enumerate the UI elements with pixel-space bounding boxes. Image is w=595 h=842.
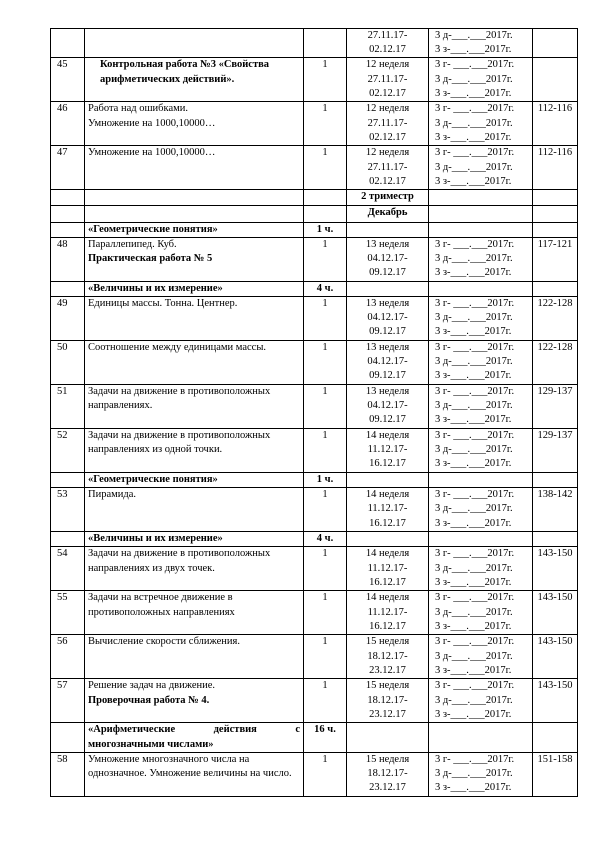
textbook-pages-cell: 122-128 <box>533 341 578 385</box>
lesson-topic <box>85 591 304 635</box>
textbook-pages-cell: 112-116 <box>533 102 578 146</box>
topic-text: Задачи на движение в противоположных направлениях из двух точек. <box>88 548 271 574</box>
lesson-topic <box>85 146 304 190</box>
lesson-number: 53 <box>51 488 85 532</box>
lesson-topic <box>85 385 304 429</box>
lesson-topic <box>85 488 304 532</box>
week-dates-cell: 13 неделя 04.12.17- 09.12.17 <box>347 237 429 281</box>
textbook-pages-cell: 151-158 <box>533 752 578 796</box>
class-dates-cell: 3 г- ___.___2017г. 3 д-___.___2017г. 3 з-___.___2017г. <box>429 752 533 796</box>
class-dates-cell <box>429 532 533 547</box>
table-body <box>51 29 578 797</box>
hours-cell: 16 ч. <box>304 723 347 752</box>
class-dates-cell: 3 г- ___.___2017г. 3 д-___.___2017г. 3 з-___.___2017г. <box>429 591 533 635</box>
week-dates-cell: 13 неделя 04.12.17- 09.12.17 <box>347 341 429 385</box>
week-dates-cell <box>347 473 429 488</box>
week-dates-cell: 15 неделя 18.12.17- 23.12.17 <box>347 679 429 723</box>
lesson-number: 49 <box>51 297 85 341</box>
table-row <box>51 752 578 796</box>
textbook-pages-cell <box>533 29 578 58</box>
textbook-pages-cell <box>533 281 578 296</box>
topic-text: Работа над ошибками. Умножение на 1000,10000… <box>88 103 216 129</box>
textbook-pages-cell: 143-150 <box>533 635 578 679</box>
week-dates-cell: 13 неделя 04.12.17- 09.12.17 <box>347 385 429 429</box>
textbook-pages-cell: 129-137 <box>533 385 578 429</box>
lesson-topic <box>85 679 304 723</box>
table-row <box>51 547 578 591</box>
hours-cell: 1 <box>304 341 347 385</box>
textbook-pages-cell: 143-150 <box>533 547 578 591</box>
lesson-number <box>51 205 85 222</box>
class-dates-cell: 3 г- ___.___2017г. 3 д-___.___2017г. 3 з-___.___2017г. <box>429 341 533 385</box>
class-dates-cell: 3 г- ___.___2017г. 3 д-___.___2017г. 3 з-___.___2017г. <box>429 679 533 723</box>
lesson-plan-table <box>50 28 578 797</box>
week-dates-cell: 14 неделя 11.12.17- 16.12.17 <box>347 488 429 532</box>
textbook-pages-cell <box>533 222 578 237</box>
lesson-number: 46 <box>51 102 85 146</box>
section-row <box>51 473 578 488</box>
table-row <box>51 237 578 281</box>
topic-text: Задачи на движение в противоположных направлениях из одной точки. <box>88 430 271 456</box>
hours-cell <box>304 205 347 222</box>
lesson-number: 48 <box>51 237 85 281</box>
class-dates-cell <box>429 205 533 222</box>
lesson-number <box>51 222 85 237</box>
topic-text: Пирамида. <box>88 489 137 501</box>
week-dates-cell: 12 неделя 27.11.17- 02.12.17 <box>347 102 429 146</box>
week-dates-cell <box>347 281 429 296</box>
table-row <box>51 591 578 635</box>
hours-cell <box>304 190 347 205</box>
lesson-number: 54 <box>51 547 85 591</box>
week-dates-cell: 14 неделя 11.12.17- 16.12.17 <box>347 547 429 591</box>
hours-cell: 1 <box>304 679 347 723</box>
week-dates-cell: 13 неделя 04.12.17- 09.12.17 <box>347 297 429 341</box>
class-dates-cell: 3 г- ___.___2017г. 3 д-___.___2017г. 3 з-___.___2017г. <box>429 635 533 679</box>
hours-cell: 1 <box>304 488 347 532</box>
textbook-pages-cell <box>533 58 578 102</box>
week-dates-cell: 15 неделя 18.12.17- 23.12.17 <box>347 635 429 679</box>
week-dates-cell: 27.11.17- 02.12.17 <box>347 29 429 58</box>
lesson-number: 45 <box>51 58 85 102</box>
lesson-topic <box>85 102 304 146</box>
topic-text: Задачи на встречное движение в противоположных направлениях <box>88 592 235 618</box>
class-dates-cell <box>429 190 533 205</box>
lesson-number: 58 <box>51 752 85 796</box>
lesson-number <box>51 473 85 488</box>
week-dates-cell: 14 неделя 11.12.17- 16.12.17 <box>347 591 429 635</box>
topic-text: Соотношение между единицами массы. <box>88 342 266 354</box>
lesson-topic: «Геометрические понятия» <box>85 473 304 488</box>
lesson-topic <box>85 341 304 385</box>
class-dates-cell: 3 г- ___.___2017г. 3 д-___.___2017г. 3 з-___.___2017г. <box>429 297 533 341</box>
class-dates-cell: 3 г- ___.___2017г. 3 д-___.___2017г. 3 з-___.___2017г. <box>429 488 533 532</box>
table-row <box>51 58 578 102</box>
topic-text: Задачи на движение в противоположных направлениях. <box>88 386 271 412</box>
week-dates-cell: 14 неделя 11.12.17- 16.12.17 <box>347 429 429 473</box>
hours-cell: 1 <box>304 237 347 281</box>
hours-cell: 1 <box>304 591 347 635</box>
class-dates-cell <box>429 281 533 296</box>
header-row <box>51 190 578 205</box>
lesson-topic: «Геометрические понятия» <box>85 222 304 237</box>
week-dates-cell <box>347 222 429 237</box>
lesson-number <box>51 281 85 296</box>
week-dates-cell <box>347 532 429 547</box>
class-dates-cell: 3 г- ___.___2017г. 3 д-___.___2017г. 3 з-___.___2017г. <box>429 58 533 102</box>
lesson-number <box>51 190 85 205</box>
class-dates-cell: 3 г- ___.___2017г. 3 д-___.___2017г. 3 з-___.___2017г. <box>429 547 533 591</box>
topic-text: Параллепипед. Куб. <box>88 238 177 250</box>
lesson-topic <box>85 547 304 591</box>
lesson-topic <box>85 205 304 222</box>
hours-cell: 4 ч. <box>304 281 347 296</box>
textbook-pages-cell: 143-150 <box>533 591 578 635</box>
class-dates-cell: 3 д-___.___2017г. 3 з-___.___2017г. <box>429 29 533 58</box>
hours-cell <box>304 29 347 58</box>
table-row <box>51 341 578 385</box>
textbook-pages-cell: 122-128 <box>533 297 578 341</box>
topic-text: Умножение многозначного числа на однозначное. Умножение величины на число. <box>88 753 292 780</box>
class-dates-cell: 3 г- ___.___2017г. 3 д-___.___2017г. 3 з-___.___2017г. <box>429 146 533 190</box>
lesson-topic: «Величины и их измерение» <box>85 532 304 547</box>
class-dates-cell <box>429 473 533 488</box>
lesson-number: 56 <box>51 635 85 679</box>
lesson-topic <box>85 429 304 473</box>
textbook-pages-cell: 138-142 <box>533 488 578 532</box>
textbook-pages-cell: 117-121 <box>533 237 578 281</box>
hours-cell: 1 <box>304 146 347 190</box>
lesson-topic <box>85 635 304 679</box>
table-row <box>51 679 578 723</box>
lesson-topic <box>85 58 304 102</box>
hours-cell: 4 ч. <box>304 532 347 547</box>
lesson-number <box>51 29 85 58</box>
lesson-number: 52 <box>51 429 85 473</box>
hours-cell: 1 <box>304 102 347 146</box>
textbook-pages-cell: 112-116 <box>533 146 578 190</box>
week-dates-cell <box>347 723 429 752</box>
section-row <box>51 281 578 296</box>
hours-cell: 1 <box>304 547 347 591</box>
hours-cell: 1 <box>304 752 347 796</box>
week-dates-cell: Декабрь <box>347 205 429 222</box>
lesson-number <box>51 723 85 752</box>
table-row <box>51 488 578 532</box>
textbook-pages-cell: 143-150 <box>533 679 578 723</box>
table-row <box>51 385 578 429</box>
class-dates-cell <box>429 723 533 752</box>
lesson-topic: «Арифметические действия с многозначными числами» <box>85 723 304 752</box>
topic-text: Решение задач на движение. <box>88 680 216 692</box>
topic-bold-text: Практическая работа № 5 <box>88 253 213 265</box>
hours-cell: 1 <box>304 429 347 473</box>
table-row <box>51 297 578 341</box>
lesson-topic <box>85 297 304 341</box>
class-dates-cell <box>429 222 533 237</box>
textbook-pages-cell <box>533 473 578 488</box>
lesson-topic <box>85 752 304 796</box>
topic-text: Умножение на 1000,10000… <box>88 147 216 159</box>
week-dates-cell: 12 неделя 27.11.17- 02.12.17 <box>347 58 429 102</box>
lesson-number: 55 <box>51 591 85 635</box>
table-row <box>51 102 578 146</box>
hours-cell: 1 ч. <box>304 222 347 237</box>
hours-cell: 1 <box>304 385 347 429</box>
week-dates-cell: 15 неделя 18.12.17- 23.12.17 <box>347 752 429 796</box>
week-dates-cell: 12 неделя 27.11.17- 02.12.17 <box>347 146 429 190</box>
header-row <box>51 205 578 222</box>
section-row <box>51 222 578 237</box>
lesson-number: 57 <box>51 679 85 723</box>
textbook-pages-cell <box>533 190 578 205</box>
class-dates-cell: 3 г- ___.___2017г. 3 д-___.___2017г. 3 з-___.___2017г. <box>429 385 533 429</box>
topic-bold-text: Контрольная работа №3 «Свойства арифметических действий». <box>100 59 270 85</box>
textbook-pages-cell <box>533 723 578 752</box>
lesson-number: 50 <box>51 341 85 385</box>
hours-cell: 1 <box>304 58 347 102</box>
hours-cell: 1 <box>304 297 347 341</box>
lesson-topic <box>85 237 304 281</box>
topic-text: Вычисление скорости сближения. <box>88 636 240 648</box>
class-dates-cell: 3 г- ___.___2017г. 3 д-___.___2017г. 3 з-___.___2017г. <box>429 102 533 146</box>
lesson-number <box>51 532 85 547</box>
textbook-pages-cell <box>533 532 578 547</box>
table-row <box>51 146 578 190</box>
lesson-topic <box>85 29 304 58</box>
lesson-topic <box>85 190 304 205</box>
hours-cell: 1 ч. <box>304 473 347 488</box>
textbook-pages-cell: 129-137 <box>533 429 578 473</box>
lesson-topic: «Величины и их измерение» <box>85 281 304 296</box>
table-row <box>51 635 578 679</box>
table-row <box>51 29 578 58</box>
topic-bold-text: Проверочная работа № 4. <box>88 694 210 706</box>
textbook-pages-cell <box>533 205 578 222</box>
class-dates-cell: 3 г- ___.___2017г. 3 д-___.___2017г. 3 з-___.___2017г. <box>429 429 533 473</box>
hours-cell: 1 <box>304 635 347 679</box>
week-dates-cell: 2 триместр <box>347 190 429 205</box>
lesson-number: 47 <box>51 146 85 190</box>
class-dates-cell: 3 г- ___.___2017г. 3 д-___.___2017г. 3 з-___.___2017г. <box>429 237 533 281</box>
topic-text: Единицы массы. Тонна. Центнер. <box>88 298 238 310</box>
section-row <box>51 532 578 547</box>
table-row <box>51 429 578 473</box>
section-row <box>51 723 578 752</box>
lesson-number: 51 <box>51 385 85 429</box>
